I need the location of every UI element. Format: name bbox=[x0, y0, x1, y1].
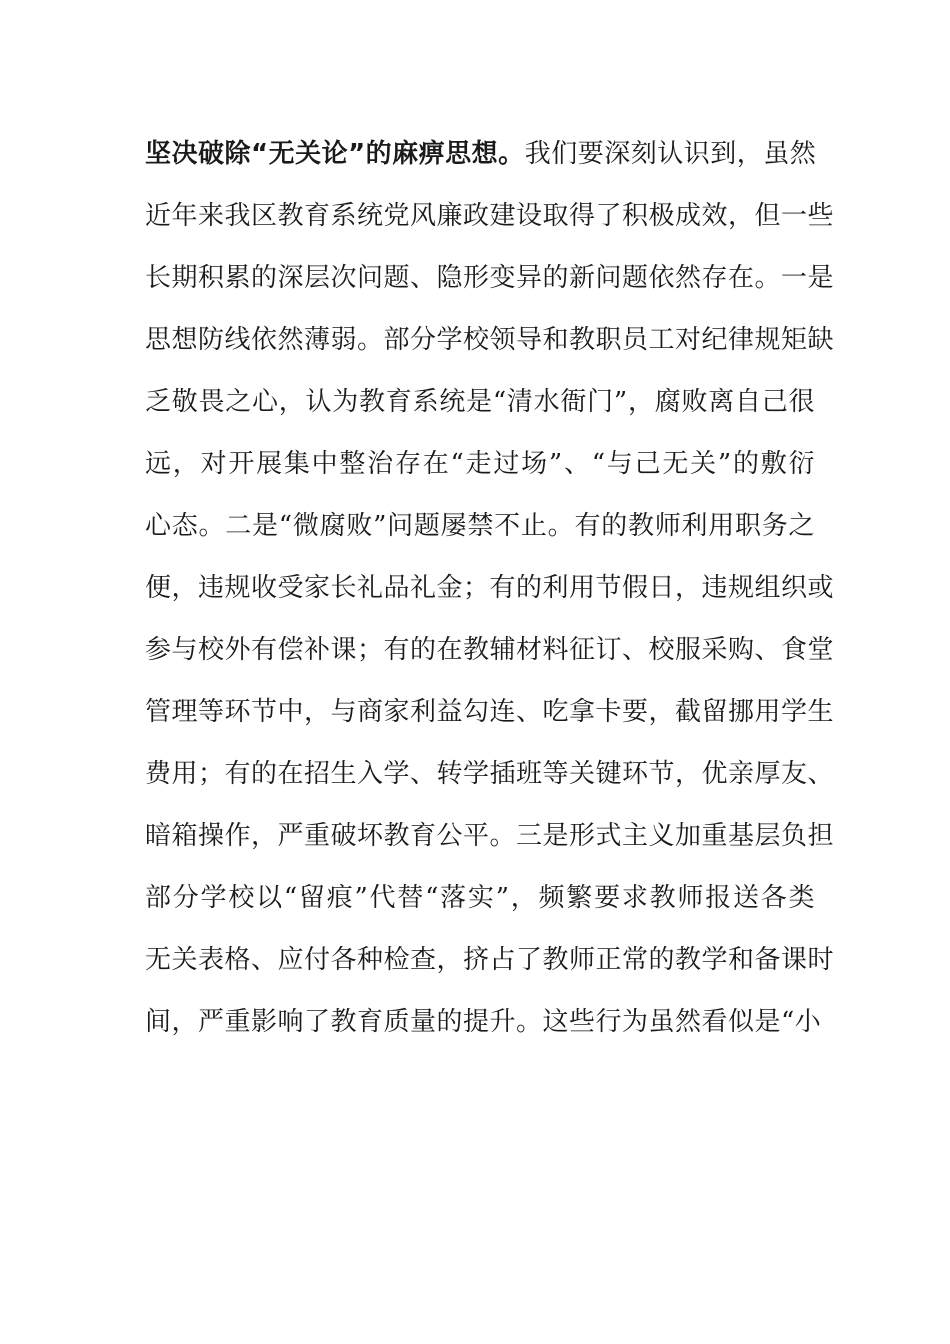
line-text: 我们要深刻认识到，虽然 bbox=[524, 139, 817, 169]
text-line bbox=[145, 252, 835, 314]
bold-heading-phrase: 坚决破除“无关论”的麻痹思想。 bbox=[145, 139, 525, 169]
line-text: 近年来我区教育系统党风廉政建设取得了积极成效，但一些 bbox=[145, 201, 835, 231]
text-line bbox=[145, 500, 815, 562]
text-line bbox=[145, 872, 815, 934]
line-text: 心态。二是“微腐败”问题屡禁不止。有的教师利用职务之 bbox=[145, 511, 815, 541]
line-text: 无关表格、应付各种检查，挤占了教师正常的教学和备课时 bbox=[145, 945, 835, 975]
text-line bbox=[145, 438, 815, 500]
line-text: 参与校外有偿补课；有的在教辅材料征订、校服采购、食堂 bbox=[145, 635, 835, 665]
body-paragraph bbox=[145, 128, 835, 1058]
text-line bbox=[145, 562, 835, 624]
text-line bbox=[145, 128, 815, 190]
text-line bbox=[145, 314, 835, 376]
text-line bbox=[145, 190, 835, 252]
line-text: 费用；有的在招生入学、转学插班等关键环节，优亲厚友、 bbox=[145, 759, 835, 789]
line-text: 思想防线依然薄弱。部分学校领导和教职员工对纪律规矩缺 bbox=[145, 325, 835, 355]
text-line bbox=[145, 686, 835, 748]
text-line bbox=[145, 748, 835, 810]
text-line bbox=[145, 624, 835, 686]
line-text: 间，严重影响了教育质量的提升。这些行为虽然看似是“小 bbox=[145, 1007, 822, 1037]
line-text: 暗箱操作，严重破坏教育公平。三是形式主义加重基层负担 bbox=[145, 821, 835, 851]
line-text: 长期积累的深层次问题、隐形变异的新问题依然存在。一是 bbox=[145, 263, 835, 293]
text-line bbox=[145, 376, 815, 438]
text-line bbox=[145, 996, 822, 1058]
line-text: 管理等环节中，与商家利益勾连、吃拿卡要，截留挪用学生 bbox=[145, 697, 835, 727]
line-text: 便，违规收受家长礼品礼金；有的利用节假日，违规组织或 bbox=[145, 573, 835, 603]
line-text: 乏敬畏之心，认为教育系统是“清水衙门”，腐败离自己很 bbox=[145, 387, 815, 417]
line-text: 部分学校以“留痕”代替“落实”，频繁要求教师报送各类 bbox=[145, 883, 815, 913]
text-line bbox=[145, 934, 835, 996]
text-line bbox=[145, 810, 835, 872]
line-text: 远，对开展集中整治存在“走过场”、“与己无关”的敷衍 bbox=[145, 449, 815, 479]
